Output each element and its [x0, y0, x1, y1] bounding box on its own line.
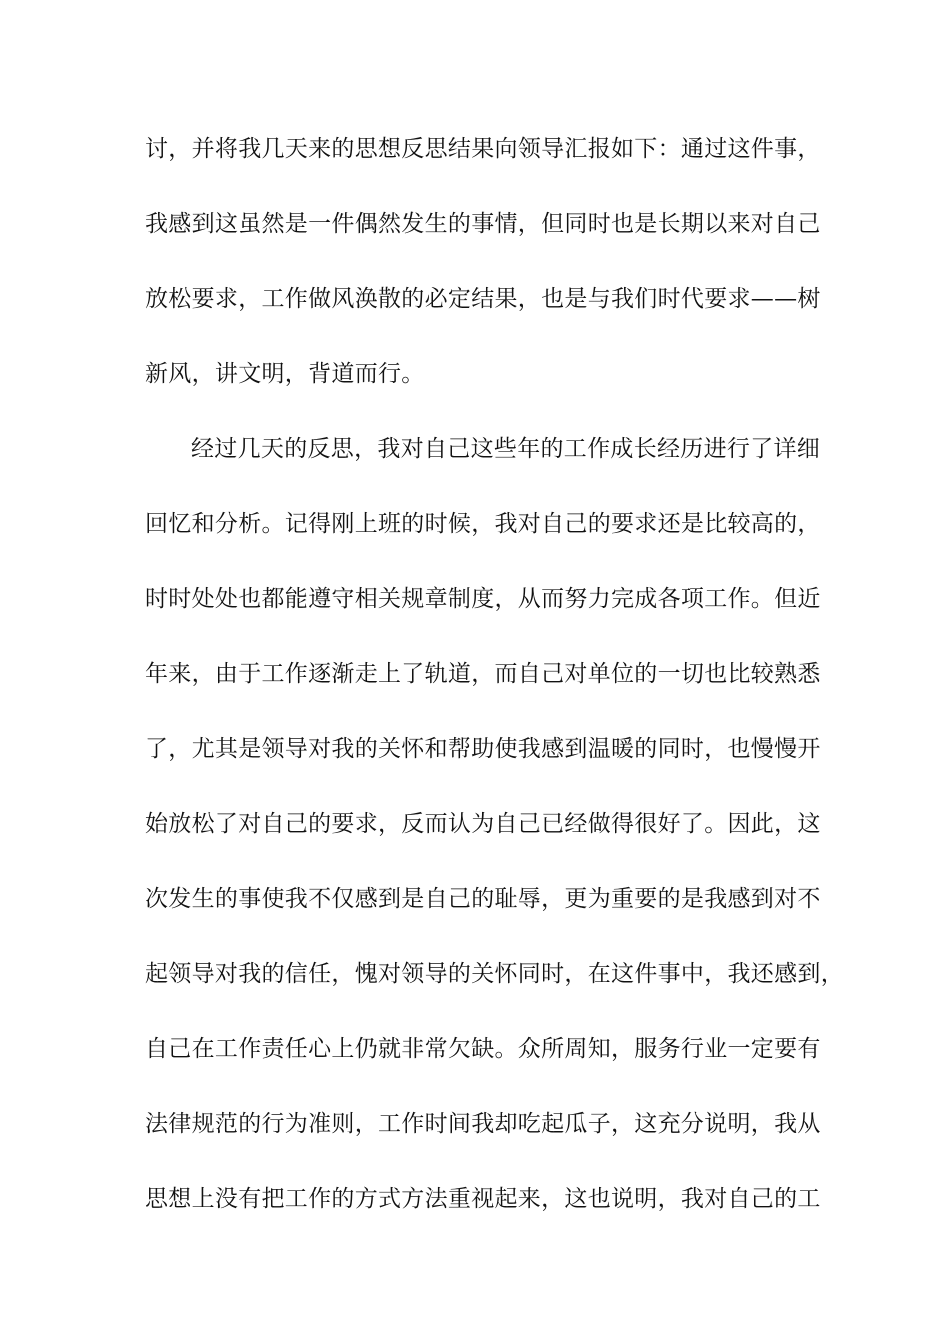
- text-line: 我感到这虽然是一件偶然发生的事情，但同时也是长期以来对自己: [145, 211, 821, 237]
- text-line: 始放松了对自己的要求，反而认为自己已经做得很好了。因此，这: [145, 811, 821, 837]
- text-line: 法律规范的行为准则，工作时间我却吃起瓜子，这充分说明，我从: [145, 1111, 821, 1137]
- text-line: 起领导对我的信任，愧对领导的关怀同时，在这件事中，我还感到，: [145, 961, 844, 987]
- text-line: 了，尤其是领导对我的关怀和帮助使我感到温暖的同时，也慢慢开: [145, 736, 821, 762]
- text-line: 次发生的事使我不仅感到是自己的耻辱，更为重要的是我感到对不: [145, 886, 821, 912]
- text-line: 年来，由于工作逐渐走上了轨道，而自己对单位的一切也比较熟悉: [145, 661, 821, 687]
- text-line: 新风，讲文明，背道而行。: [145, 361, 425, 387]
- text-line: 经过几天的反思，我对自己这些年的工作成长经历进行了详细: [191, 436, 821, 462]
- text-line: 思想上没有把工作的方式方法重视起来，这也说明，我对自己的工: [145, 1186, 821, 1212]
- text-line: 自己在工作责任心上仍就非常欠缺。众所周知，服务行业一定要有: [145, 1036, 821, 1062]
- text-line: 时时处处也都能遵守相关规章制度，从而努力完成各项工作。但近: [145, 586, 821, 612]
- text-line: 放松要求，工作做风涣散的必定结果，也是与我们时代要求——树: [145, 286, 821, 312]
- text-line: 回忆和分析。记得刚上班的时候，我对自己的要求还是比较高的，: [145, 511, 821, 537]
- text-line: 讨，并将我几天来的思想反思结果向领导汇报如下：通过这件事，: [145, 136, 821, 162]
